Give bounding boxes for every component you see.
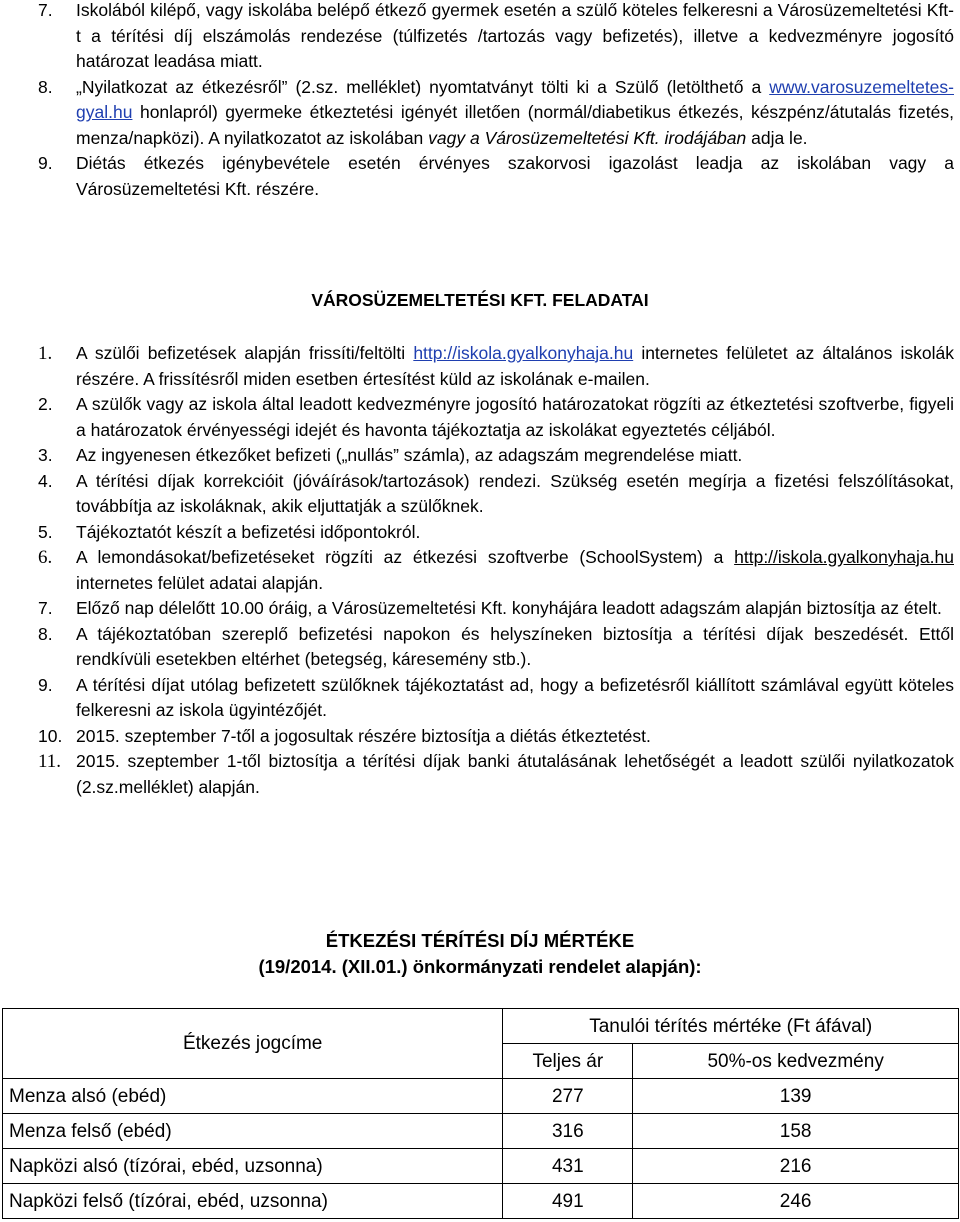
list-text: „Nyilatkozat az étkezésről” (2.sz. melléklet) nyomtatványt tölti ki a Szülő (letölthető a (76, 76, 770, 97)
list-text: A szülők vagy az iskola által leadott kedvezményre jogosító határozatokat rögzíti az étkeztetési szoftverbe, figyeli a határozatok érvényességi idejét és havonta tájékoztatja az iskolákat egyeztetés céljából. (76, 394, 954, 440)
full-price-cell: 431 (503, 1149, 633, 1184)
list-number: 3. (38, 445, 53, 465)
list-item (0, 749, 960, 800)
list-item (0, 443, 960, 469)
iskola-link[interactable]: http://iskola.gyalkonyhaja.hu (413, 343, 634, 363)
list-item (0, 0, 960, 75)
list-number: 9. (38, 674, 53, 695)
list-item (0, 469, 960, 520)
table-row (3, 1114, 959, 1149)
col-header-full-price: Teljes ár (503, 1044, 633, 1079)
full-price-cell: 491 (503, 1184, 633, 1219)
list-number: 7. (38, 598, 53, 618)
list-number: 7. (38, 0, 53, 20)
group-header-fee: Tanulói térítés mértéke (Ft áfával) (503, 1009, 959, 1044)
table-header-row (3, 1009, 959, 1044)
list-text: A lemondásokat/befizetéseket rögzíti az étkezési szoftverbe (SchoolSystem) a (76, 547, 735, 567)
fee-title-line2: (19/2014. (XII.01.) önkormányzati rendelet alapján): (258, 956, 702, 977)
discount-cell: 246 (633, 1184, 959, 1219)
list-text: internetes felületet az általános iskolák részére. A frissítésről miden esetben értesítést küld az iskolának e-mailen. (76, 343, 954, 389)
list-number: 2. (38, 394, 53, 414)
list-text: Tájékoztatót készít a befizetési időpontokról. (76, 521, 421, 542)
table-row (3, 1149, 959, 1184)
list-number: 8. (38, 623, 53, 644)
row-label: Menza alsó (ebéd) (3, 1079, 503, 1114)
list-number: 8. (38, 76, 53, 97)
list-text: Előző nap délelőtt 10.00 óráig, a Városüzemeltetési Kft. konyhájára leadott adagszám alapján biztosítja az ételt. (76, 598, 942, 618)
list-text: Diétás étkezés igénybevétele esetén érvényes szakorvosi igazolást leadja az iskolában vagy a Városüzemeltetési Kft. részére. (76, 153, 954, 199)
fee-title-line1: ÉTKEZÉSI TÉRÍTÉSI DÍJ MÉRTÉKE (325, 930, 635, 951)
list-number: 1. (38, 343, 53, 364)
list-text: 2015. szeptember 1-től biztosítja a térítési díjak banki átutalásának lehetőségét a leadott szülői nyilatkozatok (2.sz.melléklet) alapján. (76, 751, 954, 797)
list-item (0, 392, 960, 443)
list-item (0, 75, 960, 152)
list-text: honlapról) gyermeke étkeztetési igényét illetően (normál/diabetikus étkezés, készpénz/átutalás fizetés, menza/napközi). A nyilatkozatot az iskolában (76, 102, 954, 148)
list-text: internetes felület adatai alapján. (76, 572, 324, 593)
row-label: Napközi felső (tízórai, ebéd, uzsonna) (3, 1184, 503, 1219)
list-text: Az ingyenesen étkezőket befizeti („nullás” számla), az adagszám megrendelése miatt. (76, 445, 743, 465)
list-text: adja le. (746, 127, 808, 148)
fee-table (2, 1008, 959, 1219)
list-item (0, 545, 960, 596)
row-label: Napközi alsó (tízórai, ebéd, uzsonna) (3, 1149, 503, 1184)
list-item (0, 596, 960, 622)
table-row (3, 1079, 959, 1114)
list-item (0, 724, 960, 750)
list-text: A térítési díjat utólag befizetett szülőknek tájékoztatást ad, hogy a befizetésről kiállított számlával együtt köteles felkeresni az iskola ügyintézőjét. (76, 674, 954, 720)
list-text: A tájékoztatóban szereplő befizetési napokon és helyszíneken biztosítja a térítési díjak beszedését. Ettől rendkívüli esetekben eltérhet (betegség, káresemény stb.). (76, 623, 954, 669)
list-text: A szülői befizetések alapján frissíti/feltölti (76, 343, 414, 363)
list-number: 5. (38, 521, 53, 542)
website-link[interactable]: www.varosuzemeltetes-gyal.hu (76, 76, 954, 122)
col-header-meal-type: Étkezés jogcíme (3, 1009, 503, 1079)
list-text-italic: vagy a Városüzemeltetési Kft. irodájában (428, 127, 747, 148)
table-row (3, 1184, 959, 1219)
list-item (0, 673, 960, 724)
list-text: A térítési díjak korrekcióit (jóváírások/tartozások) rendezi. Szükség esetén megírja a fizetési felszólításokat, továbbítja az iskoláknak, akik eljuttatják a szülőknek. (76, 470, 954, 516)
list-number: 6. (38, 547, 53, 568)
col-header-discount: 50%-os kedvezmény (633, 1044, 959, 1079)
list-item (0, 341, 960, 392)
full-price-cell: 277 (503, 1079, 633, 1114)
list-text: 2015. szeptember 7-től a jogosultak részére biztosítja a diétás étkeztetést. (76, 725, 651, 746)
list-number: 11. (38, 751, 62, 772)
list-item (0, 622, 960, 673)
discount-cell: 139 (633, 1079, 959, 1114)
list-number: 9. (38, 153, 53, 173)
list-item (0, 520, 960, 546)
list-number: 4. (38, 470, 53, 491)
row-label: Menza felső (ebéd) (3, 1114, 503, 1149)
parent-duties-list (0, 0, 960, 202)
discount-cell: 216 (633, 1149, 959, 1184)
iskola-link[interactable]: http://iskola.gyalkonyhaja.hu (734, 547, 954, 567)
full-price-cell: 316 (503, 1114, 633, 1149)
discount-cell: 158 (633, 1114, 959, 1149)
company-tasks-list (0, 341, 960, 800)
list-number: 10. (38, 725, 63, 746)
section-title: VÁROSÜZEMELTETÉSI KFT. FELADATAI (311, 290, 649, 310)
list-text: Iskolából kilépő, vagy iskolába belépő étkező gyermek esetén a szülő köteles felkeresni a Városüzemeltetési Kft-t a térítési díj elszámolás rendezése (túlfizetés /tartozás vagy befizetés), illetve a kedvezményre jogosító határozat leadása miatt. (76, 0, 954, 71)
fee-title (0, 928, 960, 980)
list-item (0, 151, 960, 202)
